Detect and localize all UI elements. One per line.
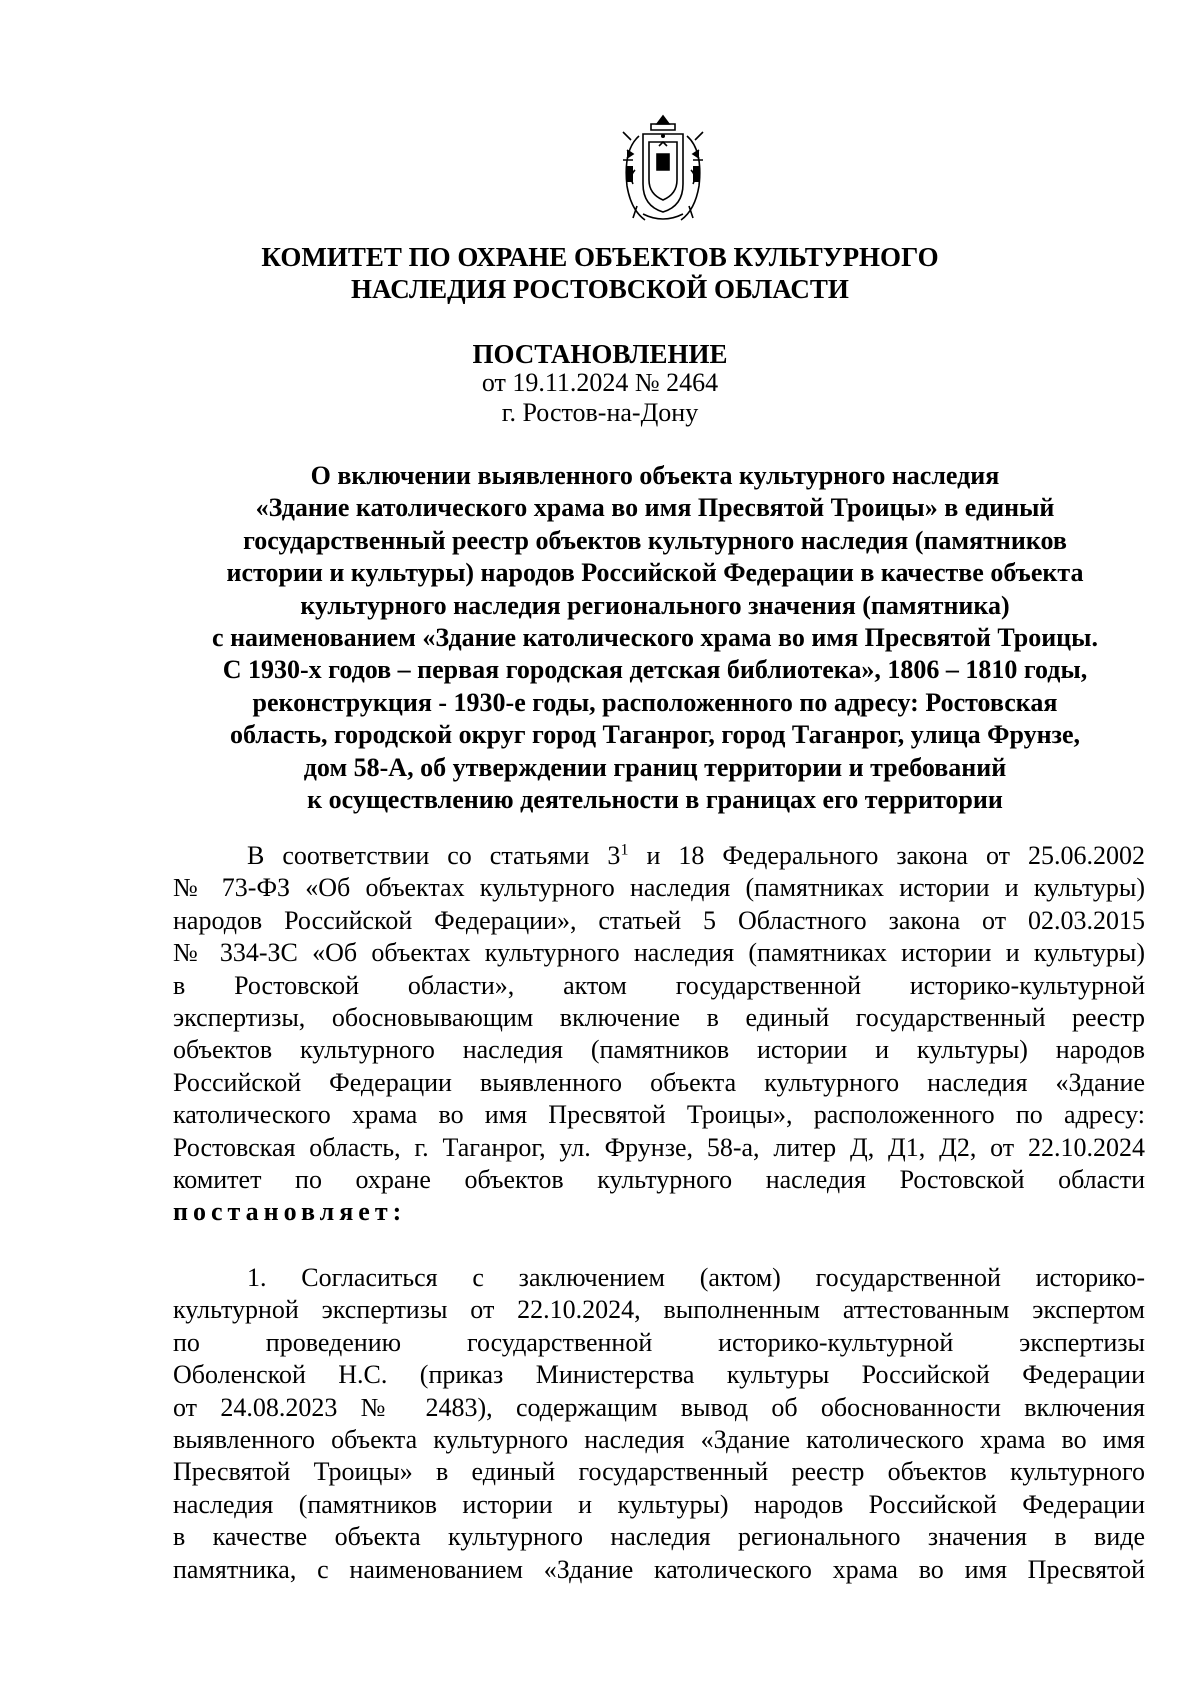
title-line: культурного наследия регионального значения (памятника) (300, 590, 1010, 620)
organization-name (0, 241, 1200, 305)
title-line: С 1930-х годов – первая городская детская библиотека», 1806 – 1810 годы, (222, 655, 1088, 685)
title-line: область, городской округ город Таганрог, город Таганрог, улица Фрунзе, (229, 720, 1081, 750)
title-line: к осуществлению деятельности в границах его территории (307, 785, 1003, 815)
item-1-line: 1. Согласиться с заключением (актом) государственной историко- (247, 1263, 1145, 1292)
organization-name-line1: КОМИТЕТ ПО ОХРАНЕ ОБЪЕКТОВ КУЛЬТУРНОГО (261, 242, 939, 272)
item-1-line: выявленного объекта культурного наследия «Здание католического храма во имя (173, 1424, 1145, 1454)
item-1-line: по проведению государственной историко-культурной экспертизы (173, 1327, 1145, 1357)
preamble-line: в Ростовской области», актом государственной историко-культурной (173, 970, 1145, 1000)
document-title (170, 460, 1140, 816)
title-line: с наименованием «Здание католического храма во имя Пресвятой Троицы. (212, 623, 1098, 653)
title-line: истории и культуры) народов Российской Федерации в качестве объекта (226, 558, 1084, 588)
decree-word: постановляет: (173, 1197, 407, 1227)
organization-name-line2: НАСЛЕДИЯ РОСТОВСКОЙ ОБЛАСТИ (351, 274, 849, 304)
document-date-number: от 19.11.2024 № 2464 (481, 368, 719, 397)
item-1-line: культурной экспертизы от 22.10.2024, выполненным аттестованным экспертом (173, 1295, 1145, 1325)
preamble-line: № 334-ЗС «Об объектах культурного наследия (памятниках истории и культуры) (173, 938, 1145, 968)
coat-of-arms-emblem (613, 110, 713, 230)
preamble-text: В соответствии со статьями 3 (247, 841, 621, 870)
title-line: дом 58-А, об утверждении границ территории и требований (303, 752, 1007, 782)
document-city: г. Ростов-на-Дону (501, 398, 699, 427)
preamble-line: экспертизы, обосновывающим включение в единый государственный реестр (173, 1002, 1145, 1032)
preamble-first-line (173, 840, 1145, 872)
preamble-line: католического храма во имя Пресвятой Троицы», расположенного по адресу: (173, 1100, 1145, 1130)
title-line: реконструкция - 1930-е годы, расположенного по адресу: Ростовская (252, 687, 1058, 717)
preamble-line: Ростовская область, г. Таганрог, ул. Фрунзе, 58-а, литер Д, Д1, Д2, от 22.10.2024 (173, 1132, 1145, 1162)
item-1-paragraph (173, 1262, 1145, 1586)
preamble-line: комитет по охране объектов культурного наследия Ростовской области (173, 1164, 1145, 1194)
preamble-text: и 18 Федерального закона от 25.06.2002 (628, 841, 1145, 870)
preamble-line: объектов культурного наследия (памятников истории и культуры) народов (173, 1035, 1145, 1065)
item-1-line: Пресвятой Троицы» в единый государственный реестр объектов культурного (173, 1457, 1145, 1487)
article-superscript: 1 (620, 841, 629, 859)
item-1-line: наследия (памятников истории и культуры) народов Российской Федерации (173, 1489, 1145, 1519)
title-line: «Здание католического храма во имя Пресвятой Троицы» в единый (255, 493, 1055, 523)
title-line: О включении выявленного объекта культурного наследия (310, 461, 1000, 490)
item-1-line: памятника, с наименованием «Здание католического храма во имя Пресвятой (173, 1554, 1145, 1584)
item-1-line: в качестве объекта культурного наследия регионального значения в виде (173, 1522, 1145, 1552)
item-1-line: от 24.08.2023 № 2483), содержащим вывод об обоснованности включения (173, 1392, 1145, 1422)
preamble-line: народов Российской Федерации», статьей 5 Областного закона от 02.03.2015 (173, 905, 1145, 935)
preamble-line: Российской Федерации выявленного объекта культурного наследия «Здание (173, 1067, 1145, 1097)
document-type: ПОСТАНОВЛЕНИЕ (472, 339, 728, 369)
title-line: государственный реестр объектов культурного наследия (памятников (243, 525, 1067, 555)
preamble-line: № 73-ФЗ «Об объектах культурного наследия (памятниках истории и культуры) (173, 873, 1145, 903)
preamble-paragraph (173, 840, 1145, 1229)
item-1-line: Оболенской Н.С. (приказ Министерства культуры Российской Федерации (173, 1360, 1145, 1390)
